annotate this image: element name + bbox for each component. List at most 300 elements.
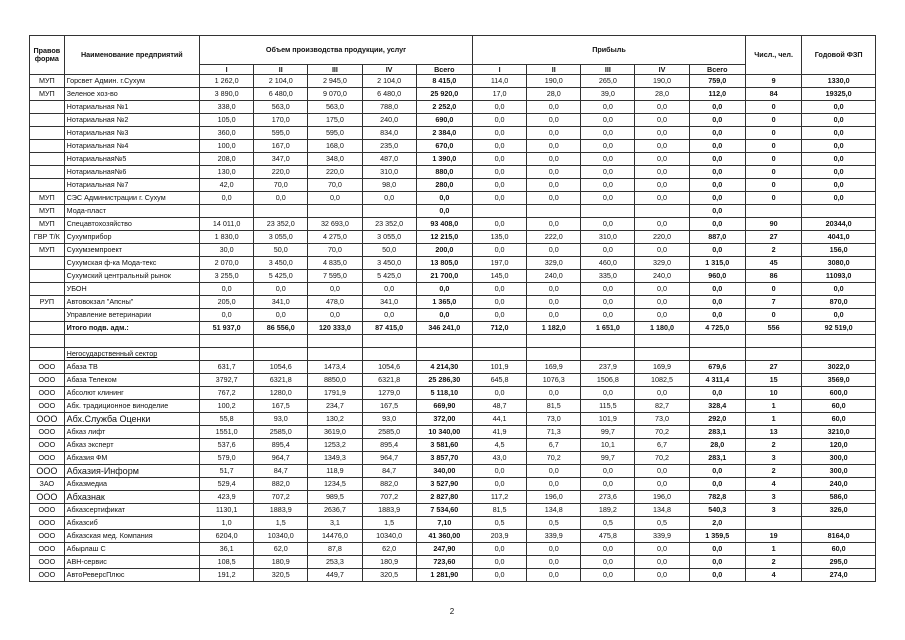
headcount-cell: 19	[745, 530, 801, 543]
volume-quarter-cell: 341,0	[254, 296, 308, 309]
total-volume-cell: 346 241,0	[416, 322, 472, 335]
legal-form-cell: ООО	[30, 491, 65, 504]
profit-total-cell: 0,0	[689, 478, 745, 491]
volume-quarter-cell: 1054,6	[254, 361, 308, 374]
legal-form-cell: ООО	[30, 400, 65, 413]
profit-quarter-cell: 0,0	[581, 244, 635, 257]
profit-total-cell: 28,0	[689, 439, 745, 452]
headcount-cell: 45	[745, 257, 801, 270]
volume-quarter-cell: 0,0	[254, 192, 308, 205]
profit-quarter-cell: 4,5	[472, 439, 526, 452]
profit-quarter-cell: 135,0	[472, 231, 526, 244]
private-sector-title: Негосударственный сектор	[64, 348, 199, 361]
table-row	[30, 413, 876, 426]
profit-quarter-cell: 81,5	[527, 400, 581, 413]
header-prof-total: Всего	[689, 65, 745, 75]
table-row	[30, 387, 876, 400]
table-row	[30, 569, 876, 582]
volume-total-cell: 13 805,0	[416, 257, 472, 270]
total-payroll: 92 519,0	[802, 322, 876, 335]
volume-quarter-cell: 240,0	[362, 114, 416, 127]
profit-quarter-cell: 99,7	[581, 452, 635, 465]
payroll-cell: 120,0	[802, 439, 876, 452]
legal-form-cell: МУП	[30, 88, 65, 101]
volume-quarter-cell: 100,2	[200, 400, 254, 413]
volume-quarter-cell	[200, 205, 254, 218]
payroll-cell: 60,0	[802, 413, 876, 426]
profit-quarter-cell: 240,0	[527, 270, 581, 283]
profit-quarter-cell: 134,8	[635, 504, 689, 517]
volume-quarter-cell: 1 262,0	[200, 75, 254, 88]
profit-quarter-cell: 0,0	[472, 478, 526, 491]
headcount-cell: 0	[745, 309, 801, 322]
volume-quarter-cell: 310,0	[362, 166, 416, 179]
profit-total-cell: 0,0	[689, 283, 745, 296]
volume-quarter-cell: 105,0	[200, 114, 254, 127]
headcount-cell: 86	[745, 270, 801, 283]
empty-cell	[200, 348, 254, 361]
profit-total-cell: 0,0	[689, 309, 745, 322]
volume-total-cell: 3 857,70	[416, 452, 472, 465]
enterprise-table	[29, 35, 876, 582]
profit-quarter-cell: 101,9	[472, 361, 526, 374]
volume-quarter-cell: 5 425,0	[254, 270, 308, 283]
profit-total-cell: 0,0	[689, 153, 745, 166]
profit-quarter-cell: 0,0	[472, 166, 526, 179]
profit-quarter-cell: 265,0	[581, 75, 635, 88]
headcount-cell: 10	[745, 387, 801, 400]
volume-quarter-cell: 1791,9	[308, 387, 362, 400]
volume-quarter-cell: 341,0	[362, 296, 416, 309]
volume-quarter-cell: 14 011,0	[200, 218, 254, 231]
enterprise-name-cell: Нотариальная№6	[64, 166, 199, 179]
volume-quarter-cell: 6204,0	[200, 530, 254, 543]
legal-form-cell: ООО	[30, 413, 65, 426]
profit-total-cell: 292,0	[689, 413, 745, 426]
volume-quarter-cell: 989,5	[308, 491, 362, 504]
payroll-cell: 300,0	[802, 452, 876, 465]
table-row	[30, 192, 876, 205]
empty-cell	[745, 335, 801, 348]
enterprise-name-cell: Нотариальная №3	[64, 127, 199, 140]
volume-quarter-cell: 1883,9	[254, 504, 308, 517]
payroll-cell: 0,0	[802, 166, 876, 179]
profit-quarter-cell: 6,7	[527, 439, 581, 452]
empty-cell	[254, 335, 308, 348]
empty-cell	[745, 348, 801, 361]
volume-total-cell: 1 390,0	[416, 153, 472, 166]
payroll-cell: 274,0	[802, 569, 876, 582]
profit-quarter-cell: 0,0	[635, 543, 689, 556]
table-row	[30, 296, 876, 309]
table-row	[30, 140, 876, 153]
profit-total-cell: 0,0	[689, 543, 745, 556]
profit-quarter-cell: 0,0	[527, 153, 581, 166]
volume-total-cell: 669,90	[416, 400, 472, 413]
profit-total-cell: 1 359,5	[689, 530, 745, 543]
enterprise-name-cell: Горсвет Админ. г.Сухум	[64, 75, 199, 88]
profit-quarter-cell: 0,0	[581, 387, 635, 400]
volume-quarter-cell: 563,0	[308, 101, 362, 114]
header-enterprise-name: Наименование предприятий	[64, 36, 199, 75]
enterprise-name-cell: Абх. традиционное виноделие	[64, 400, 199, 413]
profit-quarter-cell: 0,0	[527, 478, 581, 491]
profit-quarter-cell: 0,0	[581, 283, 635, 296]
volume-quarter-cell: 170,0	[254, 114, 308, 127]
table-row	[30, 465, 876, 478]
legal-form-cell: МУП	[30, 192, 65, 205]
volume-quarter-cell: 108,5	[200, 556, 254, 569]
volume-quarter-cell: 882,0	[362, 478, 416, 491]
profit-quarter-cell: 81,5	[472, 504, 526, 517]
enterprise-name-cell: Абхазнак	[64, 491, 199, 504]
enterprise-name-cell: Абырлаш С	[64, 543, 199, 556]
profit-quarter-cell: 460,0	[581, 257, 635, 270]
volume-quarter-cell: 0,0	[362, 192, 416, 205]
payroll-cell: 60,0	[802, 543, 876, 556]
total-profit-cell: 1 651,0	[581, 322, 635, 335]
headcount-cell: 2	[745, 465, 801, 478]
enterprise-name-cell: Сухумский центральный рынок	[64, 270, 199, 283]
volume-quarter-cell: 767,2	[200, 387, 254, 400]
volume-quarter-cell: 100,0	[200, 140, 254, 153]
volume-quarter-cell	[362, 205, 416, 218]
payroll-cell: 0,0	[802, 179, 876, 192]
legal-form-cell: ООО	[30, 569, 65, 582]
header-annual-payroll: Годовой ФЗП	[802, 36, 876, 75]
volume-quarter-cell: 3 450,0	[254, 257, 308, 270]
profit-quarter-cell: 0,0	[635, 140, 689, 153]
volume-quarter-cell: 10340,0	[254, 530, 308, 543]
header-vol-q4: IV	[362, 65, 416, 75]
volume-total-cell: 670,0	[416, 140, 472, 153]
profit-total-cell: 0,0	[689, 101, 745, 114]
table-row	[30, 478, 876, 491]
profit-total-cell: 283,1	[689, 452, 745, 465]
volume-quarter-cell: 36,1	[200, 543, 254, 556]
profit-quarter-cell: 0,0	[581, 101, 635, 114]
headcount-cell: 13	[745, 426, 801, 439]
profit-total-cell: 112,0	[689, 88, 745, 101]
profit-quarter-cell: 0,0	[635, 309, 689, 322]
volume-quarter-cell: 130,2	[308, 413, 362, 426]
profit-quarter-cell: 10,1	[581, 439, 635, 452]
profit-quarter-cell: 0,0	[527, 179, 581, 192]
profit-quarter-cell: 0,0	[635, 218, 689, 231]
profit-quarter-cell: 0,0	[581, 166, 635, 179]
enterprise-name-cell: Абхазмедиа	[64, 478, 199, 491]
legal-form-cell: РУП	[30, 296, 65, 309]
profit-quarter-cell: 0,0	[527, 114, 581, 127]
profit-quarter-cell: 0,0	[527, 192, 581, 205]
volume-quarter-cell: 0,0	[200, 309, 254, 322]
volume-quarter-cell: 235,0	[362, 140, 416, 153]
table-row	[30, 153, 876, 166]
payroll-cell: 0,0	[802, 127, 876, 140]
volume-quarter-cell: 167,0	[254, 140, 308, 153]
headcount-cell: 84	[745, 88, 801, 101]
payroll-cell: 295,0	[802, 556, 876, 569]
header-prof-q1: I	[472, 65, 526, 75]
profit-quarter-cell: 190,0	[635, 75, 689, 88]
volume-quarter-cell: 1 830,0	[200, 231, 254, 244]
profit-quarter-cell: 0,0	[527, 101, 581, 114]
profit-quarter-cell: 0,0	[472, 569, 526, 582]
volume-total-cell: 25 286,30	[416, 374, 472, 387]
empty-cell	[689, 348, 745, 361]
volume-quarter-cell: 788,0	[362, 101, 416, 114]
profit-quarter-cell: 0,0	[472, 244, 526, 257]
volume-quarter-cell: 1,5	[254, 517, 308, 530]
header-prof-q4: IV	[635, 65, 689, 75]
enterprise-name-cell: Абхаз эксперт	[64, 439, 199, 452]
empty-cell	[362, 348, 416, 361]
enterprise-name-cell: Сухумская ф-ка Мода-текс	[64, 257, 199, 270]
volume-total-cell: 340,00	[416, 465, 472, 478]
volume-total-cell: 880,0	[416, 166, 472, 179]
volume-quarter-cell: 0,0	[200, 283, 254, 296]
volume-total-cell: 12 215,0	[416, 231, 472, 244]
profit-total-cell: 0,0	[689, 387, 745, 400]
profit-quarter-cell: 0,0	[472, 309, 526, 322]
profit-quarter-cell: 0,0	[581, 153, 635, 166]
profit-quarter-cell: 0,0	[527, 127, 581, 140]
empty-cell	[30, 348, 65, 361]
profit-quarter-cell: 0,0	[527, 166, 581, 179]
header-legal-form: Правов форма	[30, 36, 65, 75]
profit-quarter-cell: 240,0	[635, 270, 689, 283]
profit-quarter-cell: 0,0	[581, 543, 635, 556]
empty-cell	[64, 335, 199, 348]
profit-quarter-cell: 0,0	[581, 569, 635, 582]
profit-quarter-cell: 0,0	[635, 387, 689, 400]
headcount-cell: 0	[745, 166, 801, 179]
legal-form-cell: ЗАО	[30, 478, 65, 491]
volume-total-cell: 1 281,90	[416, 569, 472, 582]
volume-quarter-cell: 167,5	[362, 400, 416, 413]
profit-quarter-cell: 0,0	[635, 114, 689, 127]
volume-quarter-cell: 3 055,0	[362, 231, 416, 244]
enterprise-name-cell: Нотариальная№5	[64, 153, 199, 166]
volume-quarter-cell: 895,4	[362, 439, 416, 452]
headcount-cell: 9	[745, 75, 801, 88]
headcount-cell: 3	[745, 504, 801, 517]
table-row	[30, 517, 876, 530]
spacer-row	[30, 335, 876, 348]
empty-cell	[30, 335, 65, 348]
enterprise-name-cell: АВН-сервис	[64, 556, 199, 569]
legal-form-cell	[30, 283, 65, 296]
profit-total-cell: 0,0	[689, 244, 745, 257]
volume-quarter-cell: 130,0	[200, 166, 254, 179]
table-row	[30, 257, 876, 270]
total-label: Итого подв. адм.:	[64, 322, 199, 335]
enterprise-name-cell: Сухумземпроект	[64, 244, 199, 257]
headcount-cell: 90	[745, 218, 801, 231]
profit-quarter-cell: 0,0	[581, 127, 635, 140]
legal-form-cell	[30, 114, 65, 127]
volume-quarter-cell: 30,0	[200, 244, 254, 257]
headcount-cell: 3	[745, 491, 801, 504]
volume-quarter-cell: 0,0	[308, 283, 362, 296]
profit-quarter-cell: 0,0	[635, 166, 689, 179]
volume-total-cell: 3 581,60	[416, 439, 472, 452]
volume-quarter-cell: 579,0	[200, 452, 254, 465]
volume-total-cell: 8 415,0	[416, 75, 472, 88]
payroll-cell: 3080,0	[802, 257, 876, 270]
profit-quarter-cell: 0,0	[635, 244, 689, 257]
volume-quarter-cell: 7 595,0	[308, 270, 362, 283]
profit-quarter-cell: 0,0	[472, 127, 526, 140]
volume-quarter-cell: 964,7	[362, 452, 416, 465]
profit-quarter-cell: 237,9	[581, 361, 635, 374]
legal-form-cell: ООО	[30, 387, 65, 400]
volume-quarter-cell: 70,0	[308, 179, 362, 192]
profit-quarter-cell: 0,0	[581, 192, 635, 205]
empty-cell	[472, 348, 526, 361]
profit-quarter-cell: 0,0	[635, 465, 689, 478]
volume-quarter-cell: 23 352,0	[254, 218, 308, 231]
profit-quarter-cell: 0,0	[472, 296, 526, 309]
profit-quarter-cell: 310,0	[581, 231, 635, 244]
payroll-cell: 8164,0	[802, 530, 876, 543]
profit-quarter-cell: 0,0	[635, 478, 689, 491]
profit-quarter-cell: 101,9	[581, 413, 635, 426]
volume-total-cell: 372,00	[416, 413, 472, 426]
enterprise-name-cell: Нотариальная №7	[64, 179, 199, 192]
volume-quarter-cell: 964,7	[254, 452, 308, 465]
profit-quarter-cell: 0,0	[635, 192, 689, 205]
headcount-cell: 0	[745, 114, 801, 127]
profit-total-cell: 2,0	[689, 517, 745, 530]
payroll-cell: 156,0	[802, 244, 876, 257]
profit-quarter-cell: 0,0	[635, 101, 689, 114]
legal-form-cell: МУП	[30, 218, 65, 231]
table-row	[30, 75, 876, 88]
profit-quarter-cell: 0,0	[472, 101, 526, 114]
profit-quarter-cell: 134,8	[527, 504, 581, 517]
profit-quarter-cell: 0,0	[472, 153, 526, 166]
table-row	[30, 179, 876, 192]
legal-form-cell	[30, 270, 65, 283]
profit-quarter-cell: 0,0	[472, 140, 526, 153]
page-number: 2	[449, 607, 455, 616]
profit-quarter-cell: 0,5	[635, 517, 689, 530]
legal-form-cell	[30, 101, 65, 114]
profit-quarter-cell: 0,0	[472, 218, 526, 231]
volume-quarter-cell: 0,0	[200, 192, 254, 205]
table-row	[30, 439, 876, 452]
volume-quarter-cell: 50,0	[254, 244, 308, 257]
headcount-cell: 0	[745, 192, 801, 205]
volume-quarter-cell: 6321,8	[362, 374, 416, 387]
volume-quarter-cell: 2 945,0	[308, 75, 362, 88]
profit-quarter-cell: 28,0	[527, 88, 581, 101]
profit-quarter-cell: 145,0	[472, 270, 526, 283]
profit-quarter-cell: 6,7	[635, 439, 689, 452]
legal-form-cell: ООО	[30, 361, 65, 374]
empty-cell	[308, 348, 362, 361]
volume-quarter-cell: 1551,0	[200, 426, 254, 439]
enterprise-name-cell: Абаза ТВ	[64, 361, 199, 374]
header-vol-total: Всего	[416, 65, 472, 75]
payroll-cell: 11093,0	[802, 270, 876, 283]
volume-quarter-cell: 707,2	[362, 491, 416, 504]
volume-quarter-cell: 1234,5	[308, 478, 362, 491]
headcount-cell: 15	[745, 374, 801, 387]
volume-quarter-cell: 1883,9	[362, 504, 416, 517]
table-row	[30, 218, 876, 231]
volume-quarter-cell	[308, 205, 362, 218]
volume-quarter-cell: 6321,8	[254, 374, 308, 387]
volume-quarter-cell: 2585,0	[254, 426, 308, 439]
legal-form-cell	[30, 257, 65, 270]
profit-quarter-cell: 197,0	[472, 257, 526, 270]
enterprise-name-cell: Абхазия ФМ	[64, 452, 199, 465]
empty-cell	[254, 348, 308, 361]
empty-cell	[635, 348, 689, 361]
profit-quarter-cell: 99,7	[581, 426, 635, 439]
profit-total-cell: 1 315,0	[689, 257, 745, 270]
profit-quarter-cell: 0,0	[527, 309, 581, 322]
volume-quarter-cell: 595,0	[308, 127, 362, 140]
profit-quarter-cell: 70,2	[635, 426, 689, 439]
volume-quarter-cell: 1473,4	[308, 361, 362, 374]
profit-total-cell: 0,0	[689, 569, 745, 582]
enterprise-name-cell: Абсолют клининг	[64, 387, 199, 400]
volume-quarter-cell: 51,7	[200, 465, 254, 478]
profit-quarter-cell: 0,0	[472, 387, 526, 400]
volume-total-cell: 7 534,60	[416, 504, 472, 517]
table-row	[30, 270, 876, 283]
profit-quarter-cell: 82,7	[635, 400, 689, 413]
total-volume-cell: 120 333,0	[308, 322, 362, 335]
profit-quarter-cell: 0,0	[581, 114, 635, 127]
profit-total-cell: 960,0	[689, 270, 745, 283]
profit-quarter-cell: 0,0	[527, 569, 581, 582]
payroll-cell: 3022,0	[802, 361, 876, 374]
headcount-cell: 2	[745, 439, 801, 452]
profit-total-cell: 0,0	[689, 179, 745, 192]
profit-quarter-cell: 0,0	[472, 556, 526, 569]
volume-quarter-cell: 23 352,0	[362, 218, 416, 231]
volume-quarter-cell: 1349,3	[308, 452, 362, 465]
profit-total-cell: 0,0	[689, 127, 745, 140]
profit-quarter-cell: 190,0	[527, 75, 581, 88]
headcount-cell: 0	[745, 101, 801, 114]
profit-quarter-cell: 0,0	[635, 179, 689, 192]
profit-total-cell: 0,0	[689, 556, 745, 569]
headcount-cell: 4	[745, 478, 801, 491]
profit-quarter-cell: 0,0	[472, 465, 526, 478]
volume-quarter-cell: 14476,0	[308, 530, 362, 543]
volume-quarter-cell: 3,1	[308, 517, 362, 530]
empty-cell	[581, 335, 635, 348]
volume-quarter-cell: 220,0	[308, 166, 362, 179]
profit-quarter-cell: 71,3	[527, 426, 581, 439]
legal-form-cell: ООО	[30, 543, 65, 556]
legal-form-cell	[30, 309, 65, 322]
volume-quarter-cell: 360,0	[200, 127, 254, 140]
volume-quarter-cell: 0,0	[308, 309, 362, 322]
volume-quarter-cell: 191,2	[200, 569, 254, 582]
payroll-cell: 0,0	[802, 101, 876, 114]
total-volume-cell: 86 556,0	[254, 322, 308, 335]
profit-total-cell: 328,4	[689, 400, 745, 413]
volume-quarter-cell: 834,0	[362, 127, 416, 140]
volume-quarter-cell: 0,0	[362, 283, 416, 296]
table-row	[30, 361, 876, 374]
